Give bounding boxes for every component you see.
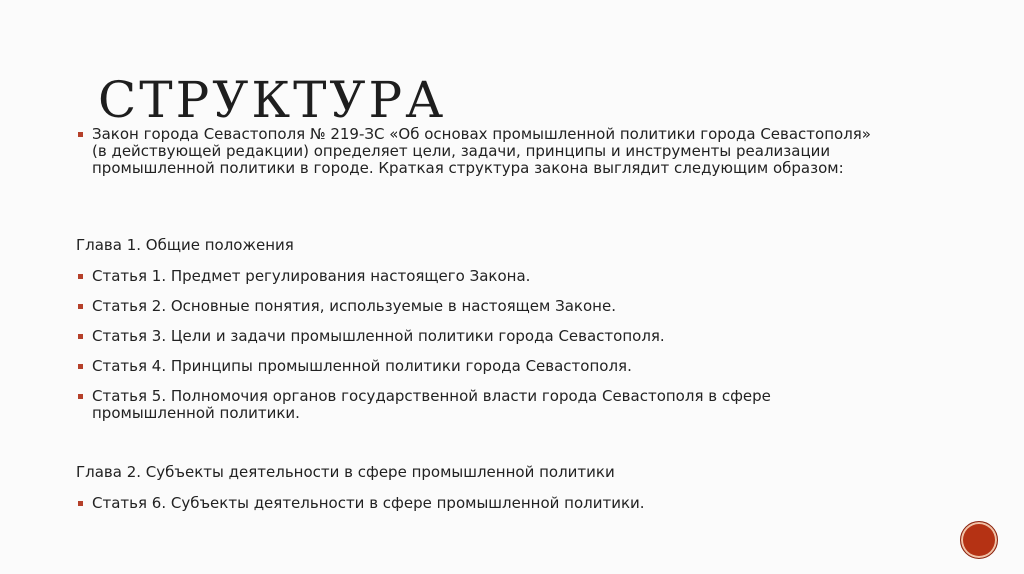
article-item: Статья 6. Субъекты деятельности в сфере промышленной политики.: [92, 495, 952, 512]
article-item: Статья 4. Принципы промышленной политики города Севастополя.: [92, 358, 952, 375]
article-item: Статья 1. Предмет регулирования настоящего Закона.: [92, 268, 952, 285]
article-item: Статья 3. Цели и задачи промышленной политики города Севастополя.: [92, 328, 952, 345]
slide-title: СТРУКТУРА: [98, 71, 447, 129]
decorative-circle-icon: [960, 521, 998, 559]
chapter-1-heading: Глава 1. Общие положения: [76, 236, 294, 254]
intro-paragraph: Закон города Севастополя № 219-ЗС «Об основах промышленной политики города Севастополя» (в действующей редакции) определяет цели, задачи, принципы и инструменты реализации промышленной политики в городе. Краткая структура закона выглядит следующим образом:: [92, 126, 882, 177]
article-item: Статья 5. Полномочия органов государственной власти города Севастополя в сфере промышленной политики.: [92, 388, 882, 422]
chapter-2-heading: Глава 2. Субъекты деятельности в сфере промышленной политики: [76, 463, 615, 481]
article-item: Статья 2. Основные понятия, используемые в настоящем Законе.: [92, 298, 952, 315]
